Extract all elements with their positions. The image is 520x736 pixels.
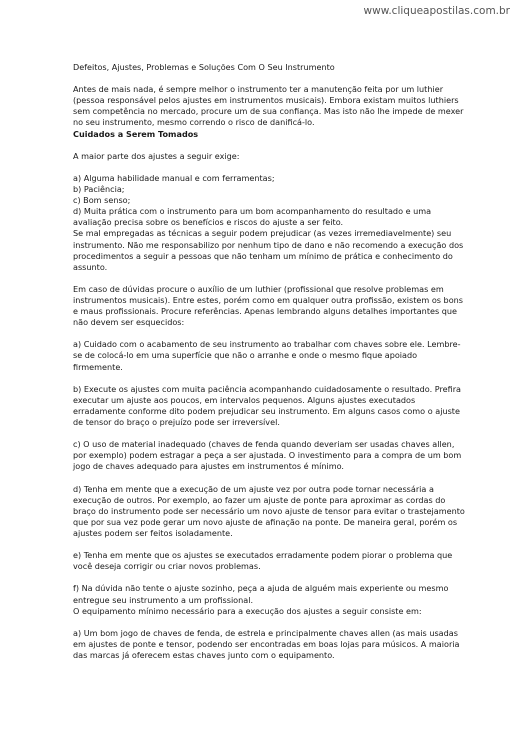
document-title: Defeitos, Ajustes, Problemas e Soluções Com O Seu Instrumento — [73, 62, 335, 72]
care-item-e: e) Tenha em mente que os ajustes se executados erradamente podem piorar o problema que você deseja corrigir ou criar novos problemas. — [73, 550, 453, 572]
care-item-b: b) Execute os ajustes com muita paciência acompanhando cuidadosamente o resultado. Prefira executar um ajuste aos poucos, em intervalos pequenos. Alguns ajustes executados erradamente conforme dito podem prejudicar seu instrumento. Em alguns casos como o ajuste de tensor do braço o prejuízo pode ser irreversível. — [73, 383, 462, 427]
disclaimer-paragraph: Se mal empregadas as técnicas a seguir podem prejudicar (as vezes irremediavelmente) seu instrumento. Não me responsabilizo por nenhum tipo de dano e não recomendo a execução dos procedimentos a seguir a pessoas que não tenham um mínimo de prática e conhecimento do assunto. — [73, 228, 464, 272]
equipment-item-a: a) Um bom jogo de chaves de fenda, de estrela e principalmente chaves allen (as mais usadas em ajustes de ponte e tensor, podendo ser encontradas em boas lojas para músicos. A maioria das marcas já oferecem estas chaves junto com o equipamento. — [73, 627, 460, 660]
site-url[interactable]: www.cliqueapostilas.com.br — [363, 5, 510, 17]
equipment-intro: O equipamento mínimo necessário para a execução dos ajustes a seguir consiste em: — [73, 605, 422, 616]
care-item-d: d) Tenha em mente que a execução de um ajuste vez por outra pode tornar necessária a execução de outros. Por exemplo, ao fazer um ajuste de ponte para aproximar as cordas do braço do instrumento pode ser necessário um novo ajuste de tensor para evitar o trastejamento que por sua vez pode gerar um novo ajuste de afinação na ponte. De maneira geral, porém os ajustes podem ser feitos isoladamente. — [73, 483, 465, 538]
care-item-f: f) Na dúvida não tente o ajuste sozinho, peça a ajuda de alguém mais experiente ou mesmo entregue seu instrumento a um profissional. — [73, 583, 449, 605]
requirement-c: c) Bom senso; — [73, 195, 131, 206]
care-item-c: c) O uso de material inadequado (chaves de fenda quando deveriam ser usadas chaves allen, por exemplo) podem estragar a peça a ser ajustada. O investimento para a compra de um bom jogo de chaves adequado para ajustes em instrumentos é mínimo. — [73, 439, 462, 472]
luthier-advice-paragraph: Em caso de dúvidas procure o auxílio de um luthier (profissional que resolve problemas em instrumentos musicais). Entre estes, porém como em qualquer outra profissão, existem os bons e maus profissionais. Procure referências. Apenas lembrando alguns detalhes importantes que não devem ser esquecidos: — [73, 283, 463, 328]
requirement-d: d) Muita prática com o instrumento para um bom acompanhamento do resultado e uma avaliação precisa sobre os benefícios e riscos do ajuste a ser feito. — [73, 206, 432, 228]
requirements-intro: A maior parte dos ajustes a seguir exige: — [73, 150, 240, 161]
intro-paragraph: Antes de mais nada, é sempre melhor o instrumento ter a manutenção feita por um luthier (pessoa responsável pelos ajustes em instrumentos musicais). Embora existam muitos luthiers sem competência no mercado, procure um de sua confiança. Mas isto não lhe impede de mexer no seu instrumento, mesmo correndo o risco de danificá-lo. — [73, 84, 464, 128]
document-body — [73, 62, 468, 661]
requirement-a: a) Alguma habilidade manual e com ferramentas; — [73, 172, 275, 183]
care-item-a: a) Cuidado com o acabamento de seu instrumento ao trabalhar com chaves sobre ele. Lembre-se de colocá-lo em uma superfície que não o arranhe e onde o mesmo fique apoiado firmemente. — [73, 339, 461, 372]
section-heading: Cuidados a Serem Tomados — [73, 128, 199, 139]
requirement-b: b) Paciência; — [73, 184, 125, 195]
